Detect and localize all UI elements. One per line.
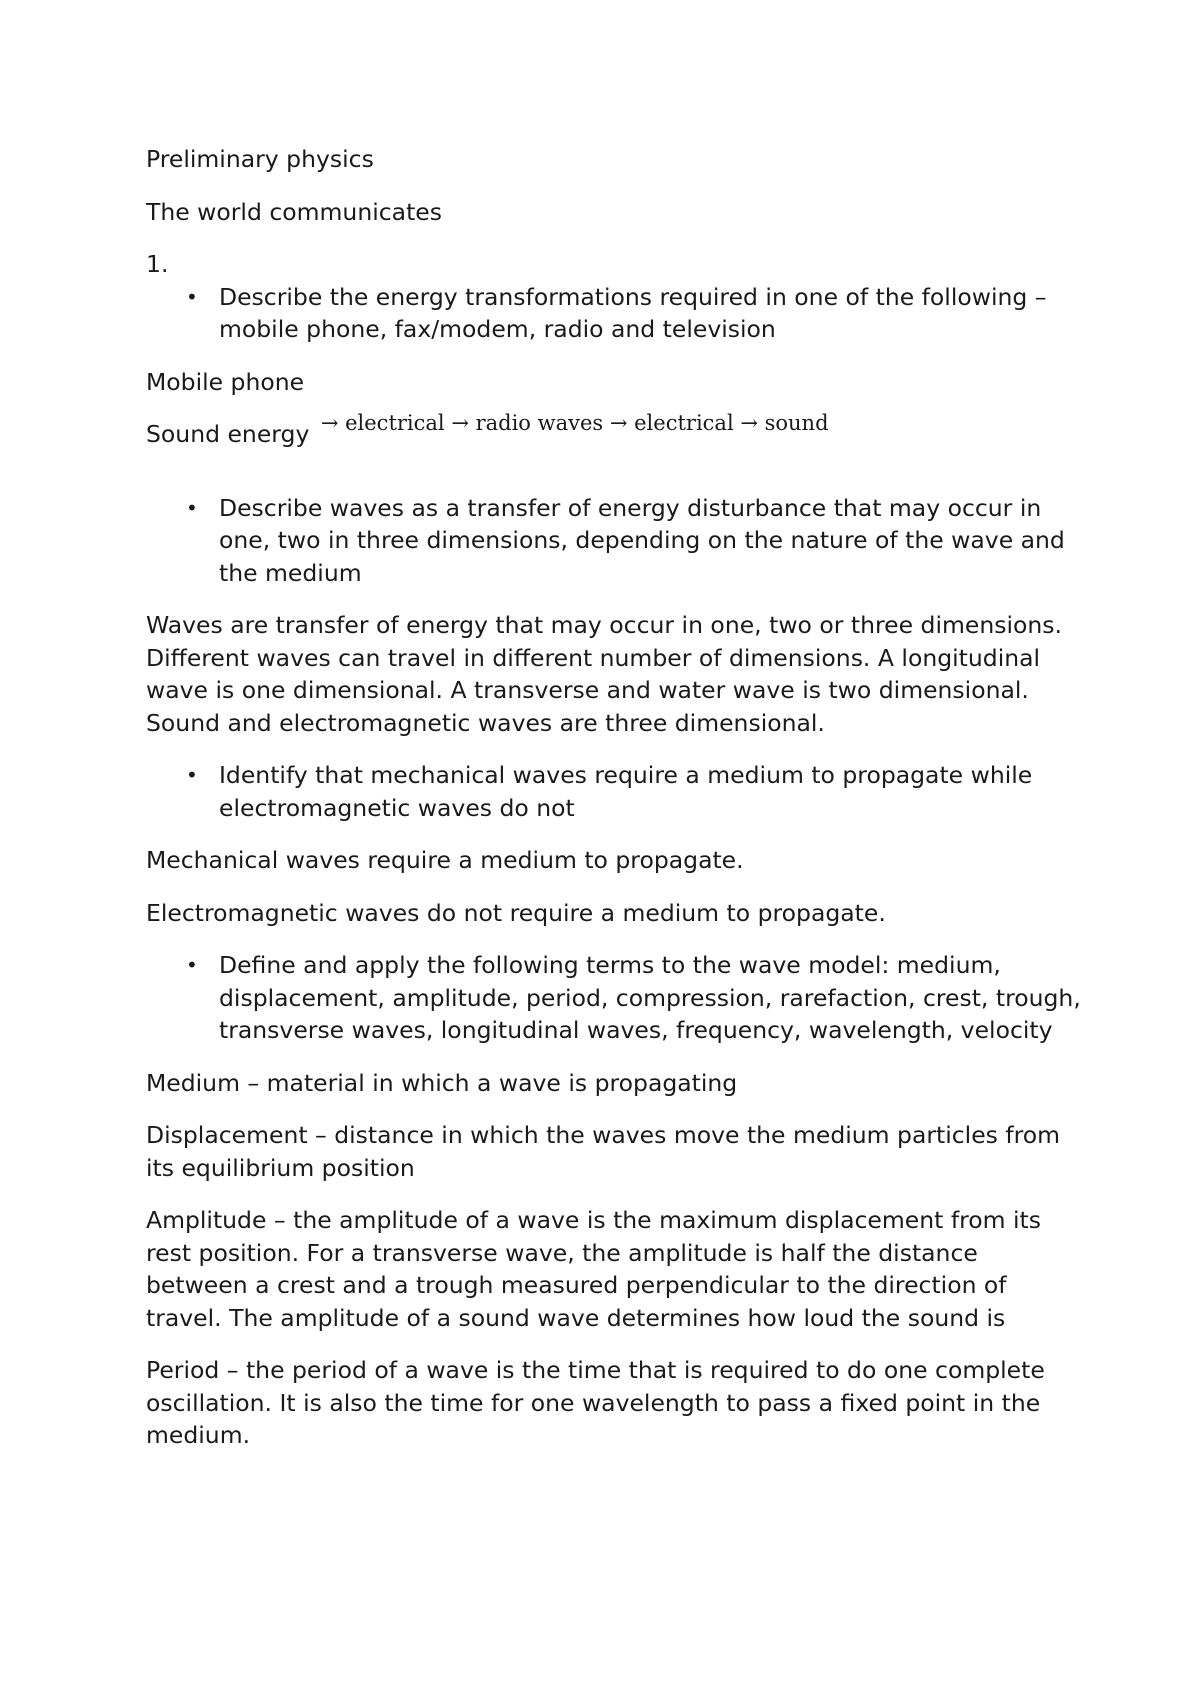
bullet-list-1: [146, 281, 1086, 346]
document-body: [146, 143, 1086, 1472]
bullet-list-2: [146, 492, 1086, 590]
bullet-icon: •: [186, 495, 198, 520]
paragraph-waves: Waves are transfer of energy that may occur in one, two or three dimensions. Different waves can travel in different number of dimensions. A longitudinal wave is one dimensional. A transverse and water wave is two dimensional. Sound and electromagnetic waves are three dimensional.: [146, 611, 1062, 737]
section-number: 1.: [146, 250, 169, 278]
document-subtitle: The world communicates: [146, 197, 442, 226]
list-item: [146, 949, 1086, 1047]
energy-chain-equation: → electrical → radio waves → electrical → sound: [320, 411, 829, 435]
document-title: Preliminary physics: [146, 145, 374, 173]
bullet-list-3: [146, 759, 1086, 824]
definition-medium: Medium – material in which a wave is propagating: [146, 1068, 738, 1097]
bullet-list-4: [146, 949, 1086, 1047]
paragraph-electromagnetic: Electromagnetic waves do not require a medium to propagate.: [146, 898, 886, 927]
paragraph-mechanical: Mechanical waves require a medium to propagate.: [146, 846, 744, 874]
energy-transformation-line: [146, 411, 1086, 452]
definition-displacement: Displacement – distance in which the waves move the medium particles from its equilibrium position: [146, 1121, 1061, 1182]
list-item-text: Define and apply the following terms to the wave model: medium, displacement, amplitude, period, compression, rarefaction, crest, trough, transverse waves, longitudinal waves, frequency, wavelength, velocity: [219, 951, 1081, 1044]
mobile-phone-heading: Mobile phone: [146, 367, 305, 396]
bullet-icon: •: [186, 763, 198, 787]
list-item-text: Describe waves as a transfer of energy disturbance that may occur in one, two in three dimensions, depending on the nature of the wave and the medium: [219, 493, 1065, 587]
sound-energy-label: Sound energy: [146, 420, 310, 448]
list-item: [146, 281, 1086, 346]
list-item: [146, 759, 1086, 824]
bullet-icon: •: [186, 953, 198, 977]
list-item-text: Identify that mechanical waves require a medium to propagate while electromagnetic waves do not: [219, 761, 1033, 822]
definition-amplitude: Amplitude – the amplitude of a wave is the maximum displacement from its rest position. For a transverse wave, the amplitude is half the distance between a crest and a trough measured perpendicular to the direction of travel. The amplitude of a sound wave determines how loud the sound is: [146, 1206, 1041, 1332]
list-item-text: Describe the energy transformations required in one of the following – mobile phone, fax/modem, radio and television: [219, 282, 1047, 343]
definition-period: Period – the period of a wave is the time that is required to do one complete oscillation. It is also the time for one wavelength to pass a fixed point in the medium.: [146, 1356, 1045, 1449]
bullet-icon: •: [186, 284, 198, 309]
list-item: [146, 492, 1086, 590]
